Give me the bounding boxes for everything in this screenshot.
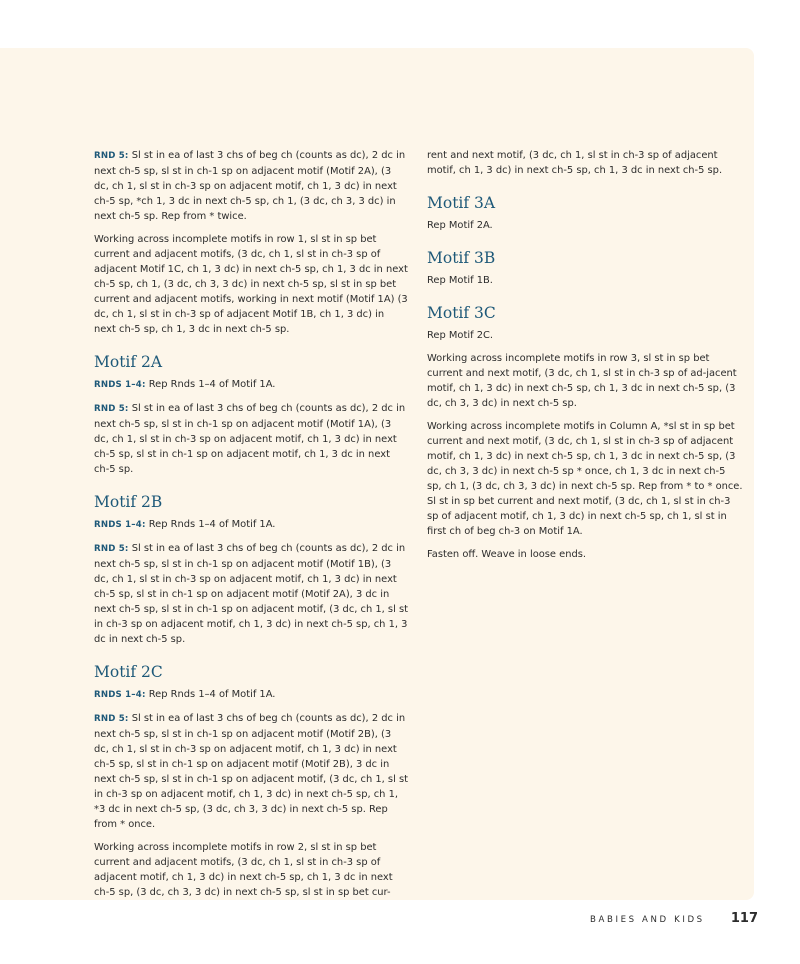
section-label: BABIES AND KIDS [590,915,705,925]
paragraph: Working across incomplete motifs in row 3, sl st in sp bet current and next motif, (3 dc, ch 1, sl st in ch-3 sp of ad-jacent motif, ch 1, 3 dc) in next ch-5 sp, ch 1, 3 dc in next ch-5 sp, (3 dc, ch 3, 3 dc) in next ch-5 sp. [427,353,737,409]
paragraph-text: Rep Rnds 1–4 of Motif 1A. [148,519,276,530]
motif-2a-heading: Motif 2A [94,353,163,371]
right-column [427,148,743,570]
paragraph [94,401,408,477]
round-label: RND 5: [94,404,129,414]
paragraph-text: Sl st in ea of last 3 chs of beg ch (counts as dc), 2 dc in next ch-5 sp, sl st in ch-1 sp on adjacent motif (Motif 1A), (3 dc, ch 1, sl st in ch-3 sp on adjacent motif, ch 1, 3 dc) in next ch-5 sp, sl st in ch-1 sp on adjacent motif, ch 1, 3 dc in next ch-5 sp. [94,403,406,475]
round-label: RNDS 1–4: [94,380,146,390]
left-column [94,148,408,908]
paragraph: Working across incomplete motifs in row 2, sl st in sp bet current and adjacent motifs, (3 dc, ch 1, sl st in ch-3 sp of adjacent motif, ch 1, 3 dc) in next ch-5 sp, ch 1, 3 dc in next ch-5 sp, (3 dc, ch 3, 3 dc) in next ch-5 sp, sl st in sp bet cur- [94,842,393,898]
motif-2b-heading: Motif 2B [94,493,163,511]
paragraph: Rep Motif 2C. [427,330,494,341]
paragraph [94,517,408,533]
page-footer [590,911,760,931]
paragraph [94,148,408,224]
paragraph: Rep Motif 2A. [427,220,493,231]
paragraph: Working across incomplete motifs in Column A, *sl st in sp bet current and next motif, (3 dc, ch 1, sl st in ch-3 sp of adjacent motif, ch 1, 3 dc) in next ch-5 sp, ch 1, 3 dc in next ch-5 sp, (3 dc, ch 3, 3 dc) in next ch-5 sp * once, ch 1, 3 dc in next ch-5 sp, ch 1, (3 dc, ch 3, 3 dc) in next ch-5 sp. Rep from * to * once. Sl st in sp bet current and next motif, (3 dc, ch 1, sl st in ch-3 sp of adjacent motif, ch 1, 3 dc) in next ch-5 sp, ch 1, sl st in first ch of beg ch-3 on Motif 1A. [427,421,743,537]
round-label: RND 5: [94,714,129,724]
round-label: RNDS 1–4: [94,690,146,700]
paragraph [94,687,408,703]
paragraph: Rep Motif 1B. [427,275,493,286]
motif-2c-heading: Motif 2C [94,663,163,681]
paragraph [94,541,408,647]
paragraph-text: Rep Rnds 1–4 of Motif 1A. [148,379,276,390]
paragraph-text: Sl st in ea of last 3 chs of beg ch (counts as dc), 2 dc in next ch-5 sp, sl st in ch-1 sp on adjacent motif (Motif 2A), (3 dc, ch 1, sl st in ch-3 sp on adjacent motif, ch 1, 3 dc) in next ch-5 sp, *ch 1, 3 dc in next ch-5 sp, ch 1, (3 dc, ch 3, 3 dc) in next ch-5 sp. Rep from * twice. [94,150,406,222]
round-label: RND 5: [94,544,129,554]
paragraph: rent and next motif, (3 dc, ch 1, sl st in ch-3 sp of adjacent motif, ch 1, 3 dc) in next ch-5 sp, ch 1, 3 dc in next ch-5 sp. [427,150,723,176]
round-label: RNDS 1–4: [94,520,146,530]
paragraph-text: Rep Rnds 1–4 of Motif 1A. [148,689,276,700]
round-label: RND 5: [94,151,129,161]
paragraph [94,711,408,832]
paragraph-text: Sl st in ea of last 3 chs of beg ch (counts as dc), 2 dc in next ch-5 sp, sl st in ch-1 sp on adjacent motif (Motif 2B), (3 dc, ch 1, sl st in ch-3 sp on adjacent motif, ch 1, 3 dc) in next ch-5 sp, sl st in ch-1 sp on adjacent motif (Motif 2B), 3 dc in next ch-5 sp, sl st in ch-1 sp on adjacent motif, (3 dc, ch 1, sl st in ch-3 sp on adjacent motif, ch 1, 3 dc) in next ch-5 sp, ch 1, *3 dc in next ch-5 sp, (3 dc, ch 3, 3 dc) in next ch-5 sp. Rep from * once. [94,713,408,830]
motif-3b-heading: Motif 3B [427,249,496,267]
motif-3a-heading: Motif 3A [427,194,496,212]
paragraph-text: Sl st in ea of last 3 chs of beg ch (counts as dc), 2 dc in next ch-5 sp, sl st in ch-1 sp on adjacent motif (Motif 1B), (3 dc, ch 1, sl st in ch-3 sp on adjacent motif, ch 1, 3 dc) in next ch-5 sp, sl st in ch-1 sp on adjacent motif (Motif 2A), 3 dc in next ch-5 sp, sl st in ch-1 sp on adjacent motif, (3 dc, ch 1, sl st in ch-3 sp on adjacent motif, ch 1, 3 dc) in next ch-5 sp, ch 1, 3 dc in next ch-5 sp. [94,543,408,645]
paragraph: Working across incomplete motifs in row 1, sl st in sp bet current and adjacent motifs, (3 dc, ch 1, sl st in ch-3 sp of adjacent Motif 1C, ch 1, 3 dc) in next ch-5 sp, ch 1, 3 dc in next ch-5 sp, ch 1, (3 dc, ch 3, 3 dc) in next ch-5 sp, sl st in sp bet current and adjacent motifs, working in next motif (Motif 1A) (3 dc, ch 1, sl st in ch-3 sp of adjacent Motif 1B, ch 1, 3 dc) in next ch-5 sp, ch 1, 3 dc in next ch-5 sp. [94,234,408,335]
paragraph: Fasten off. Weave in loose ends. [427,549,587,560]
page-number: 117 [730,911,758,926]
paragraph [94,377,408,393]
motif-3c-heading: Motif 3C [427,304,496,322]
